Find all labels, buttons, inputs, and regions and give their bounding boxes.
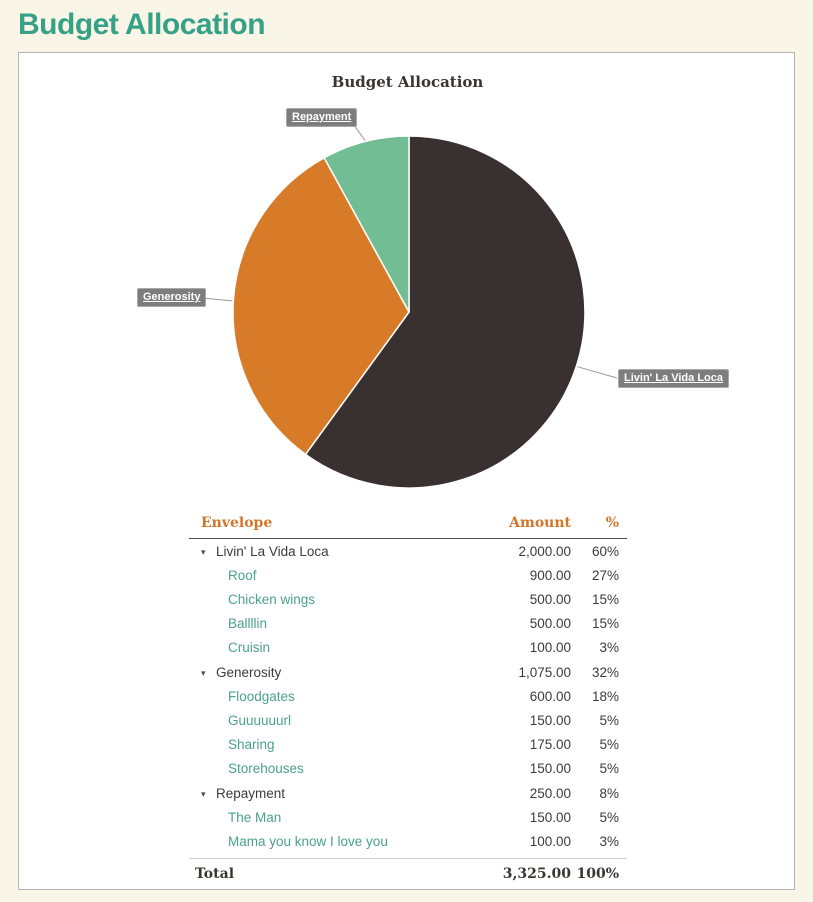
envelope-group-row bbox=[189, 540, 627, 564]
envelope-row bbox=[189, 757, 627, 781]
envelope-group-amount: 1,075.00 bbox=[518, 665, 571, 680]
envelope-percent: 18% bbox=[591, 689, 619, 704]
envelope-row bbox=[189, 588, 627, 612]
envelope-amount: 150.00 bbox=[529, 713, 571, 728]
envelope-amount: 100.00 bbox=[529, 834, 571, 849]
envelope-name-cell bbox=[189, 612, 476, 636]
envelope-name-cell bbox=[189, 685, 476, 709]
envelope-name-link[interactable]: Chicken wings bbox=[228, 592, 316, 607]
envelope-name-cell bbox=[189, 709, 476, 733]
envelope-amount: 600.00 bbox=[529, 689, 571, 704]
envelope-name-cell bbox=[189, 830, 476, 854]
envelope-group-name[interactable]: Generosity bbox=[216, 665, 282, 680]
envelope-name-link[interactable]: Guuuuuurl bbox=[228, 713, 292, 728]
envelope-amount: 500.00 bbox=[529, 592, 571, 607]
envelope-group-amount: 250.00 bbox=[529, 786, 571, 801]
envelope-name-link[interactable]: Cruisin bbox=[228, 640, 271, 655]
envelope-row bbox=[189, 685, 627, 709]
table-body bbox=[189, 540, 627, 854]
envelope-group-row bbox=[189, 661, 627, 685]
envelope-percent: 27% bbox=[591, 568, 619, 583]
envelope-name-cell bbox=[189, 636, 476, 660]
envelope-amount: 150.00 bbox=[529, 810, 571, 825]
envelope-name-link[interactable]: Floodgates bbox=[228, 689, 295, 704]
total-label: Total bbox=[195, 866, 235, 882]
pie-label-livin-la-vida-loca[interactable]: Livin' La Vida Loca bbox=[618, 369, 729, 388]
envelope-name-cell bbox=[189, 588, 476, 612]
envelope-group-row bbox=[189, 782, 627, 806]
envelope-row bbox=[189, 636, 627, 660]
page-title: Budget Allocation bbox=[18, 8, 266, 41]
envelope-name-link[interactable]: Mama you know I love you bbox=[228, 834, 388, 849]
envelope-percent: 15% bbox=[591, 616, 619, 631]
envelope-group-percent: 32% bbox=[591, 665, 619, 680]
envelope-row bbox=[189, 806, 627, 830]
envelope-group-cell bbox=[189, 661, 476, 685]
envelope-amount: 500.00 bbox=[529, 616, 571, 631]
pie-chart bbox=[19, 53, 796, 513]
column-header-percent: % bbox=[605, 515, 619, 531]
envelope-percent: 3% bbox=[599, 640, 619, 655]
column-header-envelope: Envelope bbox=[201, 515, 273, 531]
pie-label-repayment[interactable]: Repayment bbox=[286, 108, 357, 127]
envelope-name-link[interactable]: Storehouses bbox=[228, 761, 304, 776]
envelope-amount: 900.00 bbox=[529, 568, 571, 583]
envelope-percent: 5% bbox=[599, 810, 619, 825]
total-percent: 100% bbox=[576, 866, 619, 882]
envelope-row bbox=[189, 830, 627, 854]
collapse-triangle-icon[interactable]: ▾ bbox=[201, 789, 206, 799]
report-card bbox=[18, 52, 795, 890]
envelope-percent: 15% bbox=[591, 592, 619, 607]
envelope-row bbox=[189, 733, 627, 757]
envelope-group-cell bbox=[189, 540, 476, 564]
table-total-row bbox=[189, 858, 627, 888]
envelope-name-cell bbox=[189, 564, 476, 588]
envelope-percent: 3% bbox=[599, 834, 619, 849]
table-header-row bbox=[189, 511, 627, 539]
envelope-row bbox=[189, 709, 627, 733]
envelope-amount: 100.00 bbox=[529, 640, 571, 655]
envelope-group-cell bbox=[189, 782, 476, 806]
envelope-name-cell bbox=[189, 733, 476, 757]
envelope-amount: 150.00 bbox=[529, 761, 571, 776]
envelope-percent: 5% bbox=[599, 761, 619, 776]
envelope-amount: 175.00 bbox=[529, 737, 571, 752]
collapse-triangle-icon[interactable]: ▾ bbox=[201, 547, 206, 557]
column-header-amount: Amount bbox=[509, 515, 571, 531]
label-connector-line bbox=[577, 367, 617, 378]
label-connector-line bbox=[354, 125, 365, 141]
total-amount: 3,325.00 bbox=[502, 866, 571, 882]
envelope-row bbox=[189, 612, 627, 636]
envelope-percent: 5% bbox=[599, 737, 619, 752]
envelope-group-name[interactable]: Livin' La Vida Loca bbox=[216, 544, 329, 559]
envelope-name-link[interactable]: Ballllin bbox=[228, 616, 268, 631]
collapse-triangle-icon[interactable]: ▾ bbox=[201, 668, 206, 678]
envelope-name-cell bbox=[189, 806, 476, 830]
envelope-percent: 5% bbox=[599, 713, 619, 728]
envelope-group-percent: 8% bbox=[599, 786, 619, 801]
envelope-name-link[interactable]: Sharing bbox=[228, 737, 275, 752]
envelope-group-amount: 2,000.00 bbox=[518, 544, 571, 559]
chart-title: Budget Allocation bbox=[331, 73, 484, 91]
label-connector-line bbox=[202, 298, 232, 301]
pie-label-generosity[interactable]: Generosity bbox=[137, 288, 206, 307]
envelope-group-name[interactable]: Repayment bbox=[216, 786, 286, 801]
envelope-group-percent: 60% bbox=[591, 544, 619, 559]
budget-table bbox=[189, 511, 627, 888]
envelope-row bbox=[189, 564, 627, 588]
envelope-name-link[interactable]: Roof bbox=[228, 568, 257, 583]
envelope-name-link[interactable]: The Man bbox=[228, 810, 282, 825]
envelope-name-cell bbox=[189, 757, 476, 781]
